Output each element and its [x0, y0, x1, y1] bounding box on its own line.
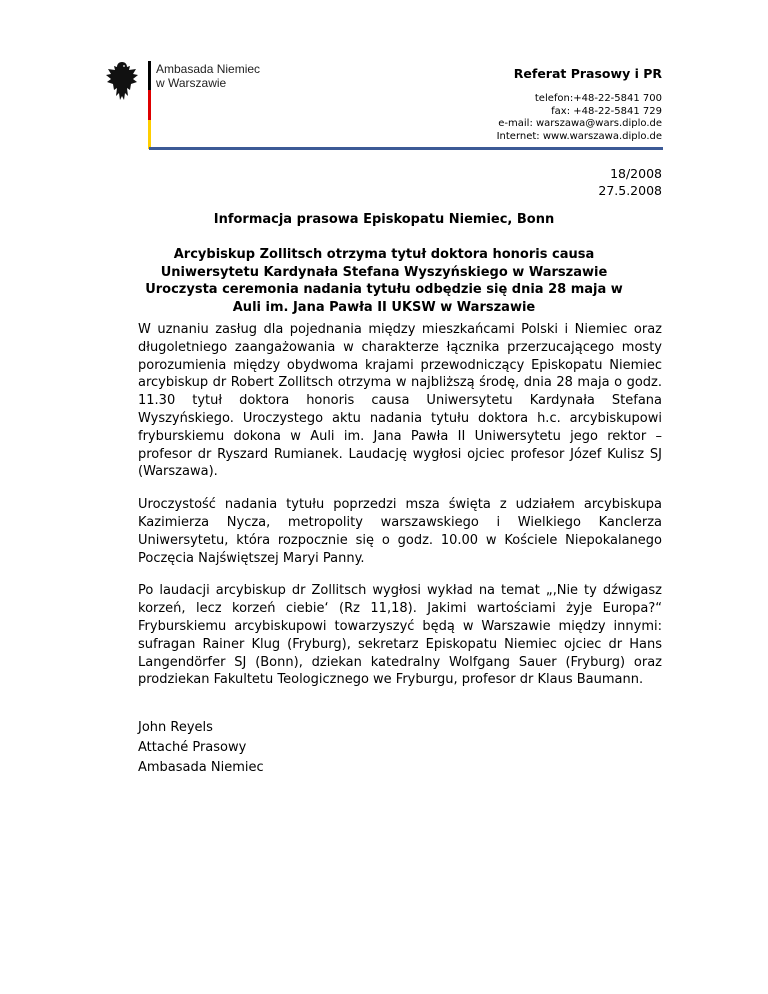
paragraph-1: W uznaniu zasług dla pojednania między mieszkańcami Polski i Niemiec oraz długoletniego zaangażowania w charakterze łącznika przerzucającego mosty porozumienia między obydwoma krajami przewodniczący Episkopatu Niemiec arcybiskup dr Robert Zollitsch otrzyma w najbliższą środę, dnia 28 maja o godz. 11.30 tytuł doktora honoris causa Uniwersytetu Kardynała Stefana Wyszyńskiego. Uroczystego aktu nadania tytułu doktora h.c. arcybiskupowi fryburskiemu dokona w Auli im. Jana Pawła II Uniwersytetu jego rektor – profesor dr Ryszard Rumianek. Laudację wygłosi ojciec profesor Józef Kulisz SJ (Warszawa).: [138, 322, 662, 480]
flag-stripe: [148, 61, 151, 149]
phone-line: telefon:+48-22-5841 700: [534, 93, 662, 104]
embassy-logo: [92, 48, 322, 148]
document-title: Informacja prasowa Episkopatu Niemiec, Bonn: [213, 212, 555, 227]
reference-block: [598, 165, 662, 199]
logo-text: [156, 62, 260, 90]
logo-line-1: Ambasada Niemiec: [156, 62, 261, 76]
reference-number: 18/2008: [610, 166, 662, 181]
paragraph-2: Uroczystość nadania tytułu poprzedzi msza święta z udziałem arcybiskupa Kazimierza Nycza, metropolity warszawskiego i Wielkiego Kanclerza Uniwersytetu, która rozpocznie się o godz. 10.00 w Kościele Niepokalanego Poczęcia Najświętszej Maryi Panny.: [138, 497, 662, 566]
subtitle-line-1: Arcybiskup Zollitsch otrzyma tytuł doktora honoris causa: [173, 247, 595, 262]
signature-role: Attaché Prasowy: [138, 740, 247, 755]
press-office-title: Referat Prasowy i PR: [513, 66, 662, 81]
email-line: e-mail: warszawa@wars.diplo.de: [498, 118, 662, 129]
logo-line-2: w Warszawie: [156, 76, 227, 90]
header-divider: [149, 147, 663, 150]
internet-line: Internet: www.warszawa.diplo.de: [496, 130, 662, 142]
subtitle-line-4: Auli im. Jana Pawła II UKSW w Warszawie: [232, 299, 536, 315]
fax-line: fax: +48-22-5841 729: [551, 105, 662, 117]
federal-eagle-icon: [104, 60, 140, 104]
signature-name: John Reyels: [138, 720, 213, 735]
subtitle-line-3: Uroczysta ceremonia nadania tytułu odbędzie się dnia 28 maja w: [145, 282, 623, 297]
subtitle-line-2: Uniwersytetu Kardynała Stefana Wyszyńskiego w Warszawie: [160, 264, 608, 280]
press-office-contact: [302, 66, 662, 143]
document-subtitle: [106, 246, 662, 316]
paragraph-3: Po laudacji arcybiskup dr Zollitsch wygłosi wykład na temat „‚Nie ty dźwigasz korzeń, lecz korzeń ciebie‘ (Rz 11,18). Jakimi wartościami żyje Europa?“ Fryburskiemu arcybiskupowi towarzyszyć będą w Warszawie między innymi: sufragan Rainer Klug (Fryburg), sekretarz Episkopatu Niemiec ojciec dr Hans Langendörfer SJ (Bonn), dziekan katedralny Wolfgang Sauer (Fryburg) oraz prodziekan Fakultetu Teologicznego we Fryburgu, profesor dr Klaus Baumann.: [138, 583, 662, 688]
signature-org: Ambasada Niemiec: [138, 760, 264, 775]
reference-date: 27.5.2008: [598, 183, 662, 198]
signature-block: [138, 718, 264, 778]
body-text: [138, 321, 662, 704]
